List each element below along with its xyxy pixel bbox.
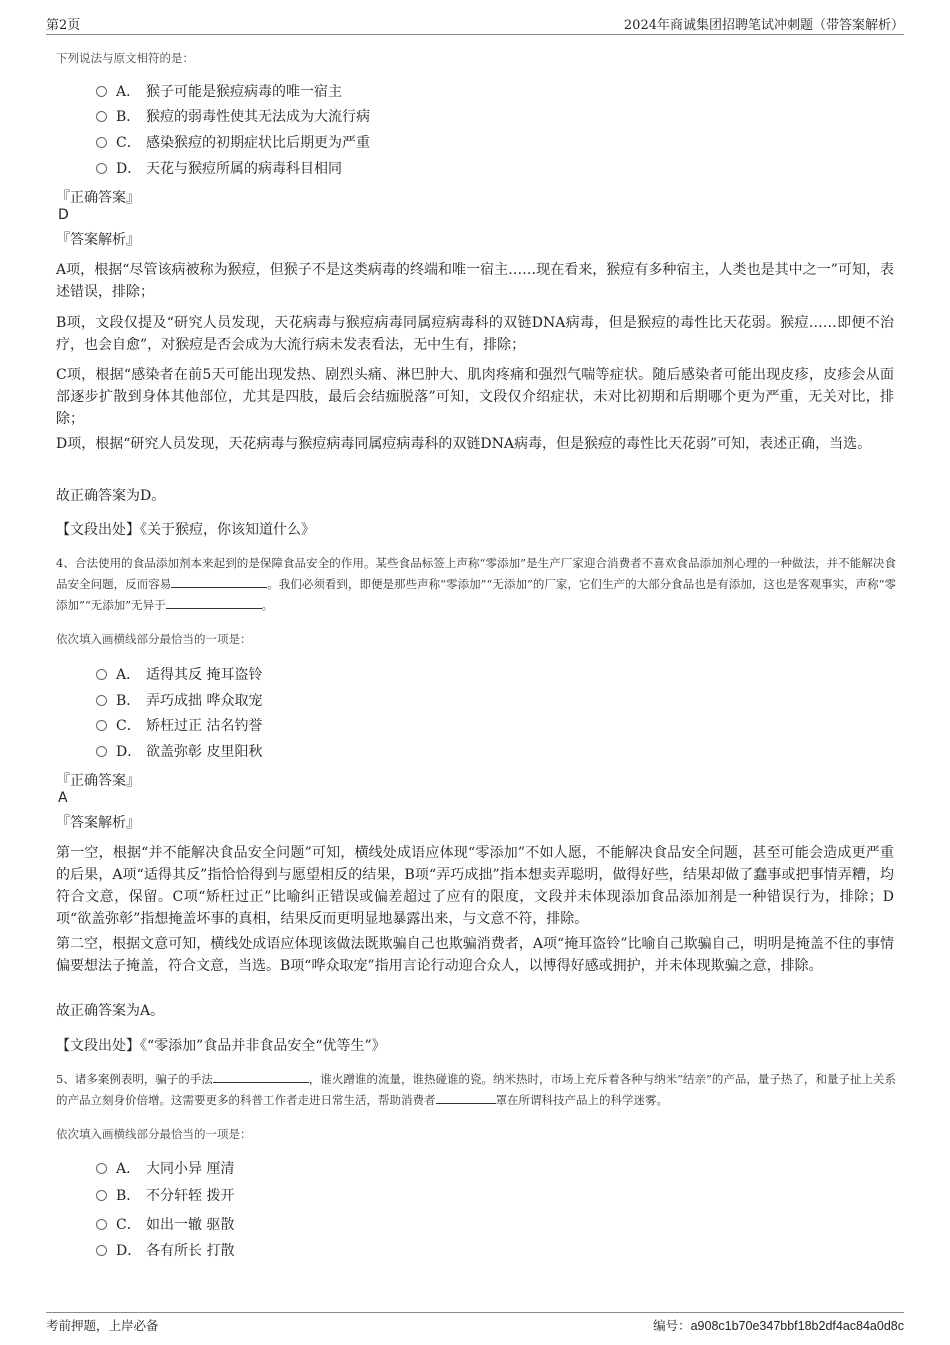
q5-option-b[interactable]: B． 不分轩轾 拨开 bbox=[96, 1186, 234, 1206]
radio-icon[interactable] bbox=[96, 1219, 107, 1230]
radio-icon[interactable] bbox=[96, 86, 107, 97]
radio-icon[interactable] bbox=[96, 669, 107, 680]
radio-icon[interactable] bbox=[96, 163, 107, 174]
q4-analysis-2: 第二空，根据文意可知，横线处成语应体现该做法既欺骗自己也欺骗消费者，A项“掩耳盗铃”比喻自己欺骗自己，明明是掩盖不住的事情偏要想法子掩盖，符合文意，当选。B项“哗众取宠”指用言论行动迎合众人，以博得好感或拥护，并未体现欺骗之意，排除。 bbox=[56, 936, 894, 974]
radio-icon[interactable] bbox=[96, 695, 107, 706]
q4-option-a[interactable]: A． 适得其反 掩耳盗铃 bbox=[96, 665, 262, 685]
q5-prompt: 依次填入画横线部分最恰当的一项是： bbox=[56, 1127, 252, 1141]
radio-icon[interactable] bbox=[96, 720, 107, 731]
answer-blank bbox=[436, 1090, 496, 1104]
q3-prompt: 下列说法与原文相符的是： bbox=[56, 51, 194, 65]
q4-option-b[interactable]: B． 弄巧成拙 哗众取宠 bbox=[96, 691, 262, 711]
q4-answer: A bbox=[58, 790, 68, 806]
q3-option-a[interactable]: A． 猴子可能是猴痘病毒的唯一宿主 bbox=[96, 82, 342, 102]
radio-icon[interactable] bbox=[96, 137, 107, 148]
q3-analysis-b: B项，文段仅提及“研究人员发现，天花病毒与猴痘病毒同属痘病毒科的双链DNA病毒，但是猴痘的毒性比天花弱。猴痘……即便不治疗，也会自愈”，对猴痘是否会成为大流行病未发表看法，无中生有，排除； bbox=[56, 315, 894, 353]
q4-answer-label: 『正确答案』 bbox=[56, 773, 140, 789]
q3-option-b[interactable]: B． 猴痘的弱毒性使其无法成为大流行病 bbox=[96, 107, 370, 127]
q4-option-c[interactable]: C． 矫枉过正 沽名钓誉 bbox=[96, 716, 262, 736]
page-number: 第2页 bbox=[46, 18, 81, 33]
answer-blank bbox=[171, 574, 267, 588]
radio-icon[interactable] bbox=[96, 1190, 107, 1201]
q3-analysis-d: D项，根据“研究人员发现，天花病毒与猴痘病毒同属痘病毒科的双链DNA病毒，但是猴痘的毒性比天花弱”可知，表述正确，当选。 bbox=[56, 436, 872, 452]
radio-icon[interactable] bbox=[96, 1163, 107, 1174]
answer-blank bbox=[213, 1069, 309, 1083]
radio-icon[interactable] bbox=[96, 111, 107, 122]
footer-slogan: 考前押题，上岸必备 bbox=[46, 1318, 159, 1333]
q3-answer-label: 『正确答案』 bbox=[56, 190, 140, 206]
q4-prompt: 依次填入画横线部分最恰当的一项是： bbox=[56, 632, 252, 646]
q4-option-d[interactable]: D． 欲盖弥彰 皮里阳秋 bbox=[96, 742, 262, 762]
q4-conclusion: 故正确答案为A。 bbox=[56, 1003, 165, 1019]
q4-analysis-1: 第一空，根据“并不能解决食品安全问题”可知，横线处成语应体现“零添加”不如人愿，不能解决食品安全问题，甚至可能会造成更严重的后果，A项“适得其反”指恰恰得到与愿望相反的结果，B项“弄巧成拙”指本想卖弄聪明，做得好些，结果却做了蠢事或把事情弄糟，均符合文意，保留。C项“矫枉过正”比喻纠正错误或偏差超过了应有的限度，文段并未体现添加食品添加剂是一种错误行为，排除；D项“欲盖弥彰”指想掩盖坏事的真相，结果反而更明显地暴露出来，与文意不符，排除。 bbox=[56, 845, 894, 927]
page-footer bbox=[46, 1312, 904, 1333]
q5-option-d[interactable]: D． 各有所长 打散 bbox=[96, 1241, 234, 1261]
q3-analysis-c: C项，根据“感染者在前5天可能出现发热、剧烈头痛、淋巴肿大、肌肉疼痛和强烈气喘等症状。随后感染者可能出现皮疹，皮疹会从面部逐步扩散到身体其他部位，尤其是四肢，最后会结痂脱落”可知，文段仅介绍症状，未对比初期和后期哪个更为严重，无关对比，排除； bbox=[56, 367, 894, 427]
q4-analysis-label: 『答案解析』 bbox=[56, 815, 140, 831]
q5-stem: 5、诸多案例表明，骗子的手法 ，谁火蹭谁的流量，谁热碰谁的瓷。纳米热时，市场上充斥着各种与纳米“结亲”的产品，量子热了，和量子扯上关系的产品立刻身价倍增。这需要更多的科普工作者走进日常生活，帮助消费者 罩在所谓科技产品上的科学迷雾。 bbox=[56, 1069, 896, 1111]
q3-answer: D bbox=[58, 207, 69, 223]
q5-option-a[interactable]: A． 大同小异 厘清 bbox=[96, 1159, 234, 1179]
q4-stem: 4、合法使用的食品添加剂本来起到的是保障食品安全的作用。某些食品标签上声称“零添加”是生产厂家迎合消费者不喜欢食品添加剂心理的一种做法，并不能解决食品安全问题，反而容易 。我们必须看到，即便是那些声称“零添加”“无添加”的厂家，它们生产的大部分食品也是有添加，这也是客观事实，声称“零添加”“无添加”无异于 。 bbox=[56, 556, 897, 612]
q3-option-d[interactable]: D． 天花与猴痘所属的病毒科目相同 bbox=[96, 159, 342, 179]
radio-icon[interactable] bbox=[96, 1245, 107, 1256]
document-title: 2024年商诚集团招聘笔试冲刺题（带答案解析） bbox=[623, 18, 904, 33]
q3-source: 【文段出处】《关于猴痘，你该知道什么》 bbox=[56, 522, 315, 538]
document-code: 编号：a908c1b70e347bbf18b2df4ac84a0d8c bbox=[653, 1318, 904, 1333]
page-header bbox=[46, 12, 904, 35]
q4-source: 【文段出处】《“零添加”食品并非食品安全“优等生”》 bbox=[56, 1038, 386, 1054]
q3-conclusion: 故正确答案为D。 bbox=[56, 488, 166, 504]
q5-option-c[interactable]: C． 如出一辙 驱散 bbox=[96, 1215, 234, 1235]
radio-icon[interactable] bbox=[96, 746, 107, 757]
q3-option-c[interactable]: C． 感染猴痘的初期症状比后期更为严重 bbox=[96, 133, 370, 153]
q3-analysis-a: A项，根据“尽管该病被称为猴痘，但猴子不是这类病毒的终端和唯一宿主……现在看来，猴痘有多种宿主，人类也是其中之一”可知，表述错误，排除； bbox=[56, 262, 894, 300]
q3-analysis-label: 『答案解析』 bbox=[56, 232, 140, 248]
answer-blank bbox=[166, 595, 262, 609]
